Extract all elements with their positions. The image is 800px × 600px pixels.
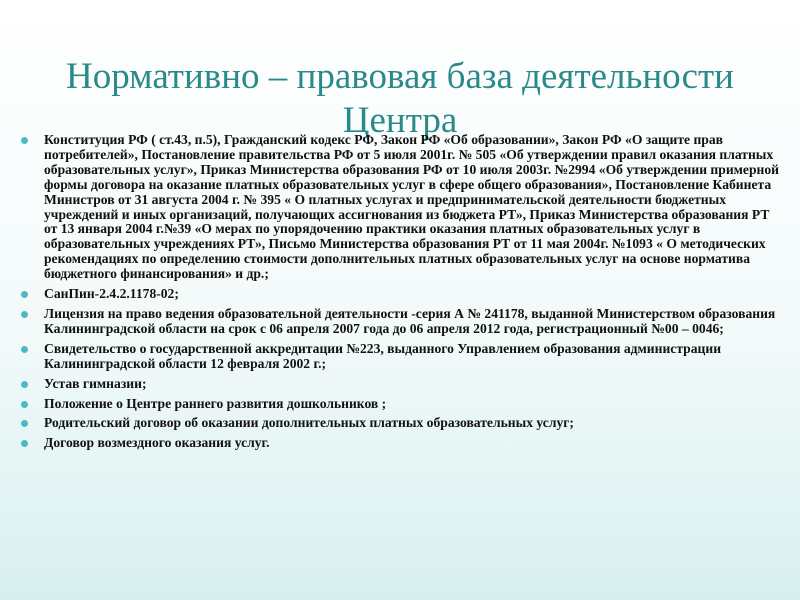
bullet-dot-icon [21, 311, 28, 318]
bullet-text: Положение о Центре раннего развития дошкольников ; [44, 395, 387, 411]
bullet-dot-icon [21, 440, 28, 447]
bullet-text: Конституция РФ ( ст.43, п.5), Гражданский кодекс РФ, Закон РФ «Об образовании», Закон РФ «О защите прав потребителей», Постановление правительства РФ от 5 июля 2001г. № 505 «Об утверждении правил оказания платных образовательных услуг», Приказ Министерства образования РФ от 10 июля 2003г. №2994 «Об утверждении примерной формы договора на оказание платных образовательных услуг в сфере общего образования», Постановление Кабинета Министров от 31 августа 2004 г. № 395 « О платных услугах и предпринимательской деятельности бюджетных учреждений и иных организаций, получающих ассигнования из бюджета РТ», Приказ Министерства образования РТ от 13 января 2004 г.№39 «О мерах по упорядочению практики оказания платных образовательных услуг в образовательных учреждениях РТ», Письмо Министерства образования РТ от 11 мая 2004г. №1093 « О методических рекомендациях по определению стоимости дополнительных платных образовательных услуг на основе норматива бюджетного финансирования» и др.; [44, 132, 779, 282]
bullet-dot-icon [21, 381, 28, 388]
bullet-text: Устав гимназии; [44, 375, 147, 391]
bullet-item [20, 416, 785, 431]
slide-title [20, 55, 780, 143]
bullet-dot-icon [21, 137, 28, 144]
bullet-list [20, 133, 785, 456]
bullet-text: Договор возмездного оказания услуг. [44, 435, 270, 451]
bullet-item [20, 397, 785, 412]
bullet-dot-icon [21, 401, 28, 408]
bullet-dot-icon [21, 346, 28, 353]
bullet-item [20, 133, 785, 282]
slide-title-line-1: Нормативно – правовая база деятельности [66, 55, 734, 97]
bullet-text: СанПин-2.4.2.1178-02; [44, 286, 179, 302]
bullet-item [20, 287, 785, 302]
bullet-text: Родительский договор об оказании дополнительных платных образовательных услуг; [44, 415, 574, 431]
bullet-text: Лицензия на право ведения образовательной деятельности -серия А № 241178, выданной Министерством образования Калининградской области на срок с 06 апреля 2007 года до 06 апреля 2012 года, регистрационный №00 – 0046; [44, 305, 776, 336]
bullet-item [20, 377, 785, 392]
bullet-item [20, 342, 785, 372]
slide-title-line-2: Центра [342, 99, 458, 141]
bullet-text: Свидетельство о государственной аккредитации №223, выданного Управлением образования администрации Калининградской области 12 февраля 2002 г.; [44, 340, 722, 371]
bullet-item [20, 436, 785, 451]
bullet-dot-icon [21, 291, 28, 298]
bullet-item [20, 307, 785, 337]
bullet-dot-icon [21, 420, 28, 427]
